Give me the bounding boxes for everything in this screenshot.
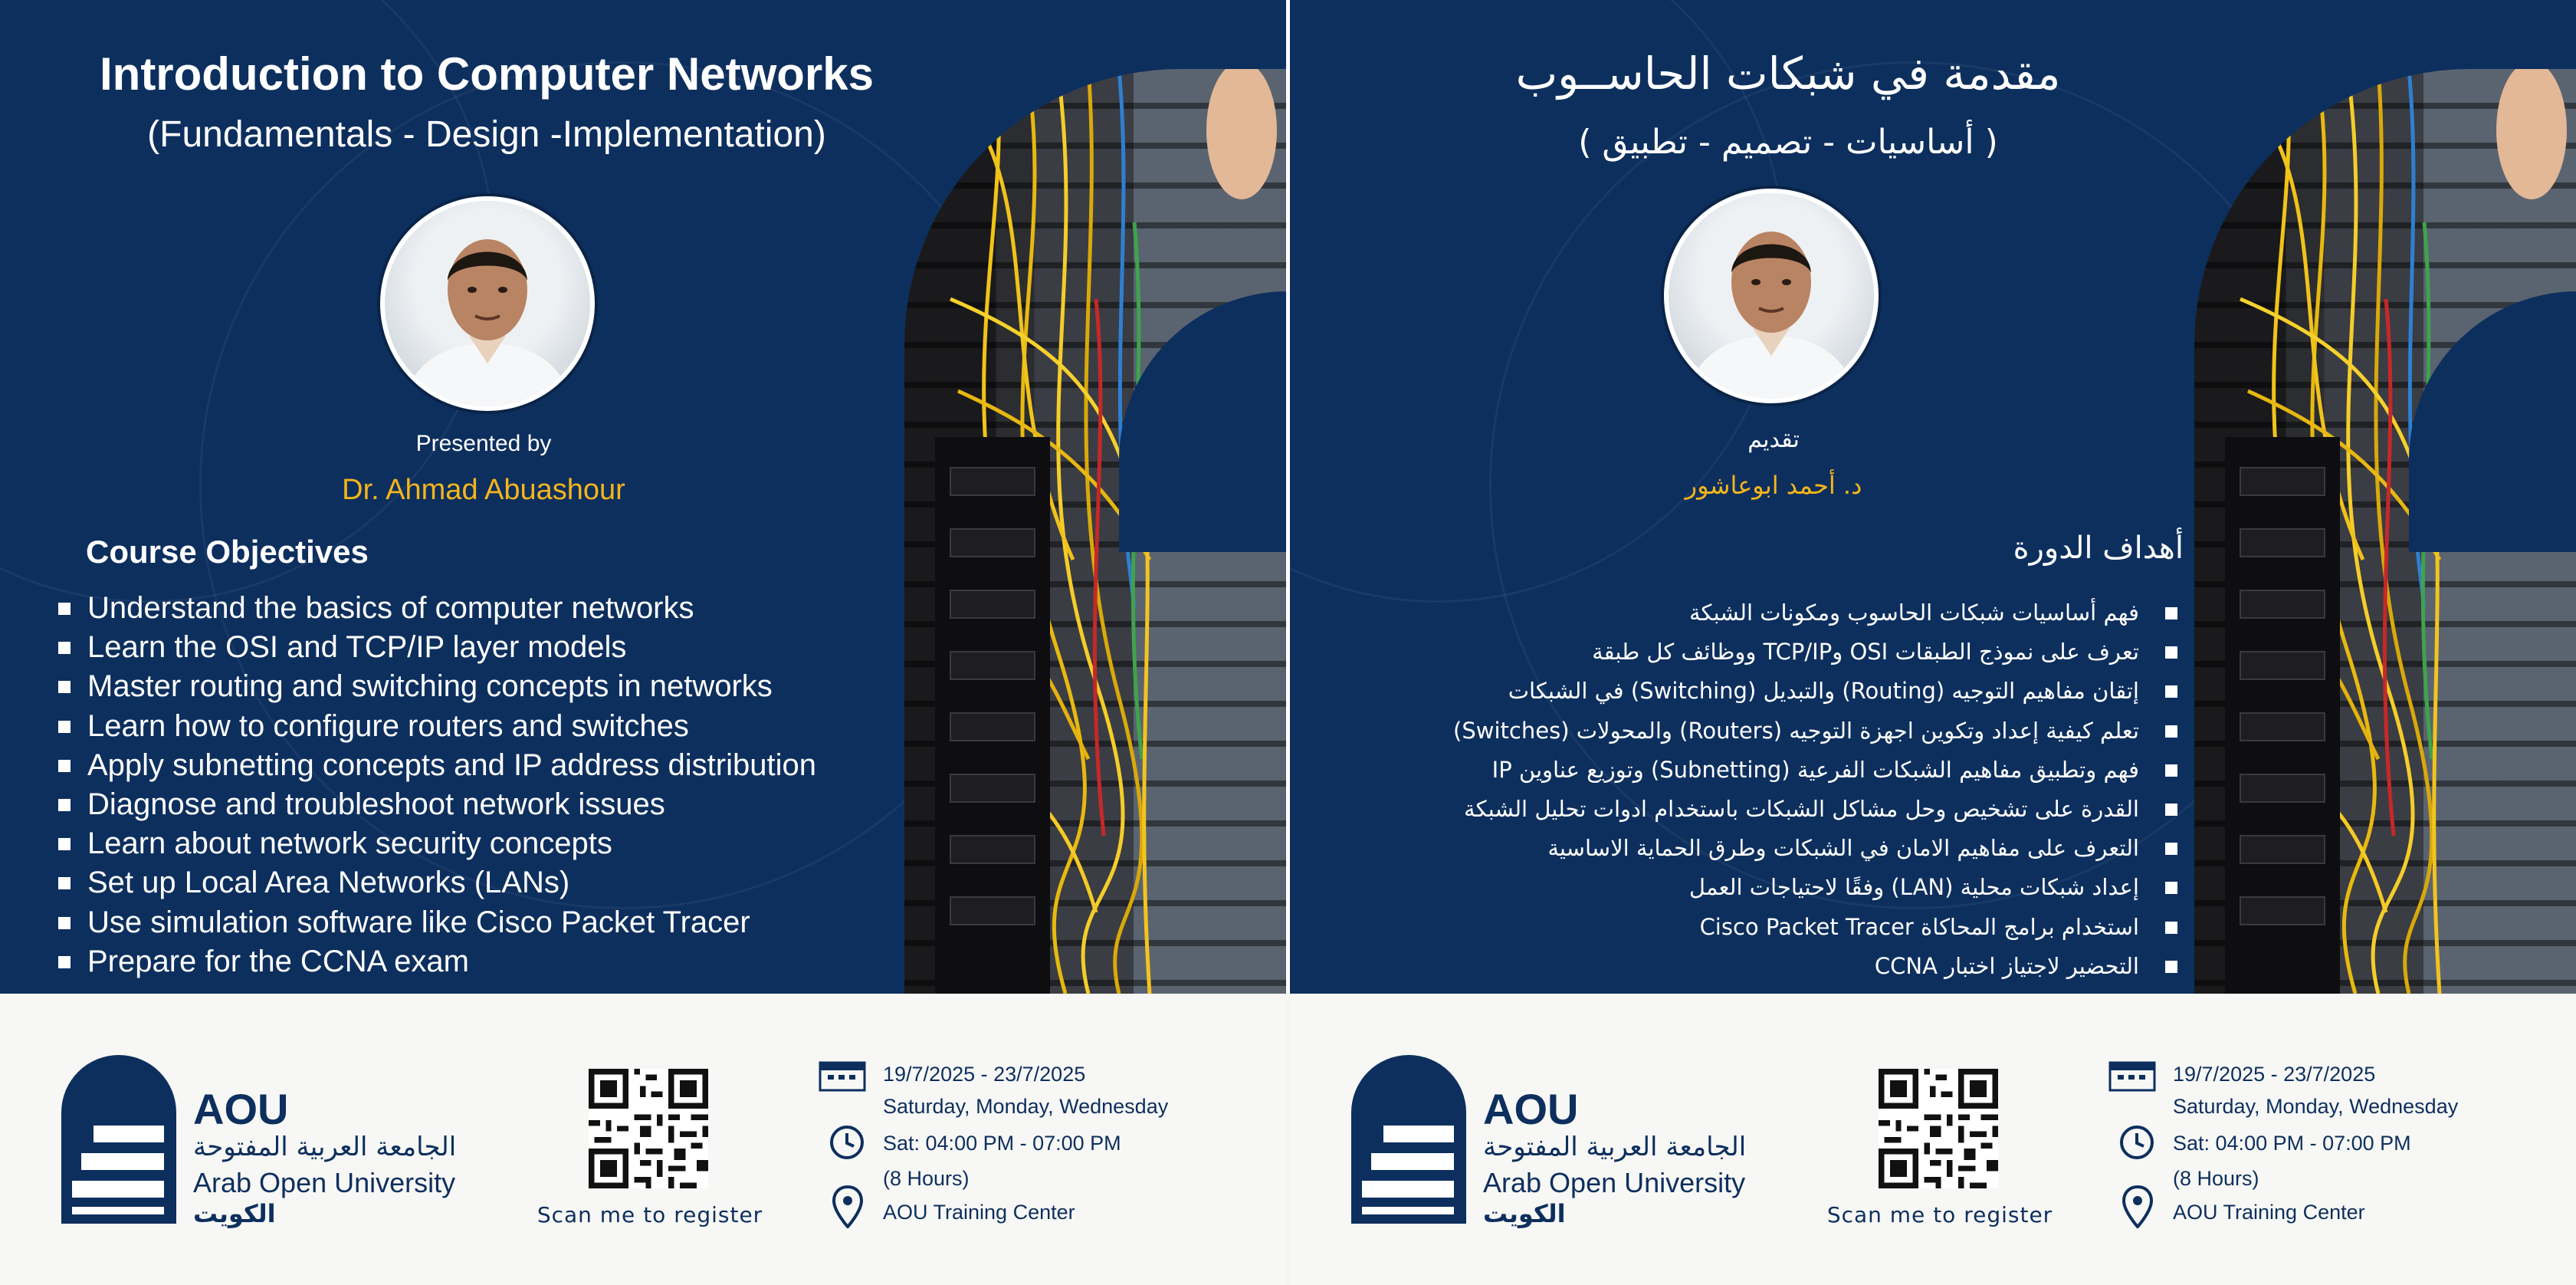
bullet-square-icon	[58, 799, 71, 811]
clock-icon	[828, 1122, 866, 1161]
objective-item: Learn about network security concepts	[58, 824, 816, 863]
qr-code-icon[interactable]	[1879, 1069, 1998, 1188]
objective-item: التحضير لاجتياز اختبار CCNA	[1453, 947, 2177, 986]
course-location: AOU Training Center	[883, 1201, 1075, 1224]
objective-item: القدرة على تشخيص وحل مشاكل الشبكات باستخدام ادوات تحليل الشبكة	[1453, 790, 2177, 829]
logo-abbreviation: AOU	[1483, 1085, 1579, 1133]
objective-item: التعرف على مفاهيم الامان في الشبكات وطرق الحماية الاساسية	[1453, 829, 2177, 868]
qr-code-icon[interactable]	[589, 1069, 708, 1188]
location-pin-icon	[832, 1185, 863, 1228]
bullet-square-icon	[2165, 882, 2177, 894]
logo-abbreviation: AOU	[193, 1085, 289, 1133]
course-title: مقدمة في شبكات الحاســوب	[1515, 48, 2061, 100]
presenter-name: Dr. Ahmad Abuashour	[342, 474, 625, 506]
bullet-square-icon	[58, 721, 71, 733]
bullet-square-icon	[58, 642, 71, 654]
bullet-square-icon	[58, 838, 71, 850]
objective-item: Learn the OSI and TCP/IP layer models	[58, 628, 816, 667]
course-time: Sat: 04:00 PM - 07:00 PM	[883, 1132, 1121, 1155]
bullet-square-icon	[58, 681, 71, 693]
bullet-square-icon	[2165, 725, 2177, 738]
objectives-list	[1453, 593, 2177, 986]
qr-caption: Scan me to register	[1826, 1202, 2053, 1227]
hero-section	[0, 0, 1286, 994]
objective-item: Learn how to configure routers and switches	[58, 707, 816, 746]
objectives-title: أهداف الدورة	[2013, 531, 2184, 566]
course-duration: (8 Hours)	[883, 1167, 970, 1190]
objective-item: فهم وتطبيق مفاهيم الشبكات الفرعية (Subnetting) وتوزيع عناوين IP	[1453, 751, 2177, 790]
objective-item: Use simulation software like Cisco Packet Tracer	[58, 903, 816, 942]
logo-country: الكويت	[1483, 1199, 1566, 1228]
bullet-square-icon	[2165, 804, 2177, 816]
bullet-square-icon	[2165, 843, 2177, 855]
objective-item: Master routing and switching concepts in networks	[58, 667, 816, 706]
logo-english-name: Arab Open University	[193, 1167, 456, 1198]
objective-item: Diagnose and troubleshoot network issues	[58, 785, 816, 824]
footer	[1290, 994, 2576, 1285]
bullet-square-icon	[58, 956, 71, 968]
aou-logo-icon	[61, 1055, 176, 1224]
logo-country: الكويت	[193, 1199, 276, 1228]
bullet-square-icon	[58, 603, 71, 615]
objective-item: إعداد شبكات محلية (LAN) وفقًا لاحتياجات العمل	[1453, 868, 2177, 907]
bullet-square-icon	[2165, 922, 2177, 934]
footer	[0, 994, 1286, 1285]
presented-by-label: Presented by	[415, 431, 552, 456]
location-pin-icon	[2122, 1185, 2153, 1228]
bullet-square-icon	[2165, 607, 2177, 619]
bullet-square-icon	[58, 917, 71, 929]
hero-section	[1290, 0, 2576, 994]
logo-english-name: Arab Open University	[1483, 1167, 1746, 1198]
course-dates: 19/7/2025 - 23/7/2025	[883, 1063, 1086, 1086]
bullet-square-icon	[58, 760, 71, 772]
calendar-icon	[2108, 1058, 2156, 1092]
objectives-title: Course Objectives	[86, 534, 369, 570]
objective-item: إتقان مفاهيم التوجيه (Routing) والتبديل (Switching) في الشبكات	[1453, 672, 2177, 711]
presenter-name: د. أحمد ابوعاشور	[1685, 471, 1862, 500]
course-duration: (8 Hours)	[2173, 1167, 2259, 1190]
objective-item: Prepare for the CCNA exam	[58, 942, 816, 981]
bullet-square-icon	[2165, 764, 2177, 777]
presented-by-label: تقديم	[1747, 426, 1800, 453]
logo-arabic-name: الجامعة العربية المفتوحة	[1483, 1132, 1747, 1162]
presenter-photo	[1664, 189, 1879, 403]
bullet-square-icon	[2165, 685, 2177, 698]
qr-caption: Scan me to register	[537, 1202, 763, 1227]
course-days: Saturday, Monday, Wednesday	[2173, 1095, 2459, 1118]
objective-item: استخدام برامج المحاكاة Cisco Packet Tracer	[1453, 908, 2177, 947]
objective-item: Set up Local Area Networks (LANs)	[58, 863, 816, 902]
aou-logo-icon	[1351, 1055, 1466, 1224]
arabic-panel	[1290, 0, 2576, 1285]
course-time: Sat: 04:00 PM - 07:00 PM	[2173, 1132, 2411, 1155]
course-title: Introduction to Computer Networks	[100, 48, 874, 100]
objective-item: Apply subnetting concepts and IP address distribution	[58, 746, 816, 785]
course-days: Saturday, Monday, Wednesday	[883, 1095, 1169, 1118]
objective-item: Understand the basics of computer networks	[58, 589, 816, 628]
logo-arabic-name: الجامعة العربية المفتوحة	[193, 1132, 457, 1162]
bullet-square-icon	[58, 877, 71, 889]
bullet-square-icon	[2165, 961, 2177, 973]
course-dates: 19/7/2025 - 23/7/2025	[2173, 1063, 2376, 1086]
presenter-photo	[380, 196, 595, 411]
objective-item: تعلم كيفية إعداد وتكوين اجهزة التوجيه (Routers) والمحولات (Switches)	[1453, 712, 2177, 751]
calendar-icon	[819, 1058, 866, 1092]
objective-item: تعرف على نموذج الطبقات OSI وTCP/IP ووظائف كل طبقة	[1453, 633, 2177, 672]
objective-item: فهم أساسيات شبكات الحاسوب ومكونات الشبكة	[1453, 593, 2177, 633]
english-panel	[0, 0, 1286, 1285]
course-subtitle: ( أساسيات - تصميم - تطبيق )	[1578, 123, 1998, 162]
course-subtitle: (Fundamentals - Design -Implementation)	[147, 114, 826, 155]
course-location: AOU Training Center	[2173, 1201, 2365, 1224]
bullet-square-icon	[2165, 646, 2177, 659]
clock-icon	[2118, 1122, 2156, 1161]
objectives-list	[58, 589, 816, 981]
